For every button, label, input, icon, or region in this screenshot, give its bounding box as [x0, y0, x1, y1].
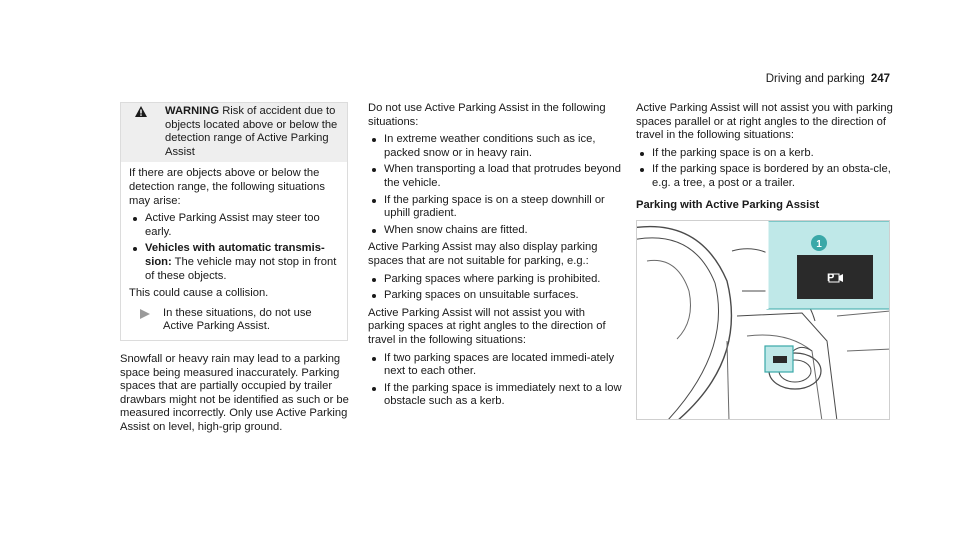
console-drawing — [637, 221, 890, 420]
warning-consequence: This could cause a collision. — [129, 287, 269, 300]
bullet-icon — [372, 168, 376, 172]
list-item: Active Parking Assist may steer too early. — [129, 212, 339, 239]
bullet-icon — [640, 168, 644, 172]
list-item: If the parking space is immediately next to a low obstacle such as a kerb. — [368, 382, 623, 409]
list-item: Parking spaces where parking is prohibited. — [368, 273, 623, 287]
callout-1-label: 1 — [816, 239, 822, 251]
warning-body — [121, 162, 347, 340]
action-arrow-icon — [140, 309, 150, 319]
no-assist-list — [368, 352, 623, 409]
unsuitable-intro: Active Parking Assist may also display parking spaces that are not suitable for parking, e.g.: — [368, 241, 598, 267]
warning-action: In these situations, do not use Active Parking Assist. — [129, 307, 339, 334]
list-item: When transporting a load that protrudes beyond the vehicle. — [368, 163, 623, 190]
warning-label: WARNING — [165, 105, 220, 117]
bullet-icon — [133, 217, 137, 221]
bullet-icon — [372, 138, 376, 142]
bullet-icon — [372, 199, 376, 203]
bullet-icon — [372, 387, 376, 391]
warning-list — [129, 212, 339, 283]
situations-list — [368, 133, 623, 237]
section-title: Driving and parking — [765, 73, 865, 85]
bullet-icon — [640, 152, 644, 156]
no-assist-intro: Active Parking Assist will not assist you with parking spaces at right angles to the direction of travel in the following situations: — [368, 306, 606, 346]
list-item: If the parking space is on a kerb. — [636, 147, 894, 161]
list-item: In extreme weather conditions such as ice, packed snow or in heavy rain. — [368, 133, 623, 160]
page-number: 247 — [870, 73, 890, 85]
page-header — [766, 73, 890, 87]
unsuitable-list — [368, 273, 623, 303]
bullet-icon — [133, 247, 137, 251]
bullet-icon — [372, 229, 376, 233]
list-item: Parking spaces on unsuitable surfaces. — [368, 289, 623, 303]
warning-box — [120, 102, 348, 341]
bullet-icon — [372, 357, 376, 361]
section-heading: Parking with Active Parking Assist — [636, 198, 820, 211]
column-1 — [120, 102, 360, 438]
warning-intro: If there are objects above or below the detection range, the following situations may arise: — [129, 167, 325, 207]
snowfall-paragraph: Snowfall or heavy rain may lead to a parking space being measured inaccurately. Parking spaces that are partially occupied by trailer drawbars might not be identified as such or be measured incorrectly. Only use Active Parking Assist on level, high-grip ground. — [120, 352, 349, 433]
list-item: When snow chains are fitted. — [368, 224, 623, 238]
bullet-icon — [372, 278, 376, 282]
warning-triangle-icon — [135, 106, 147, 117]
column3-intro: Active Parking Assist will not assist you with parking spaces parallel or at right angles to the direction of travel in the following situations: — [636, 102, 893, 142]
svg-text:P: P — [827, 272, 835, 285]
column3-list — [636, 147, 894, 191]
column-2 — [368, 102, 623, 413]
bullet-icon — [372, 294, 376, 298]
column-3 — [636, 102, 894, 420]
warning-heading: Risk of accident due to objects located above or below the detection range of Active Parking Assist — [165, 105, 338, 158]
situations-intro: Do not use Active Parking Assist in the following situations: — [368, 102, 606, 128]
list-item: If two parking spaces are located immedi-ately next to each other. — [368, 352, 623, 379]
list-item: Vehicles with automatic transmis-sion: The vehicle may not stop in front of these objects. — [129, 242, 339, 283]
center-console-illustration — [636, 220, 890, 420]
list-item: If the parking space is on a steep downhill or uphill gradient. — [368, 194, 623, 221]
list-item: If the parking space is bordered by an obsta-cle, e.g. a tree, a post or a trailer. — [636, 163, 894, 190]
warning-header — [121, 103, 347, 162]
